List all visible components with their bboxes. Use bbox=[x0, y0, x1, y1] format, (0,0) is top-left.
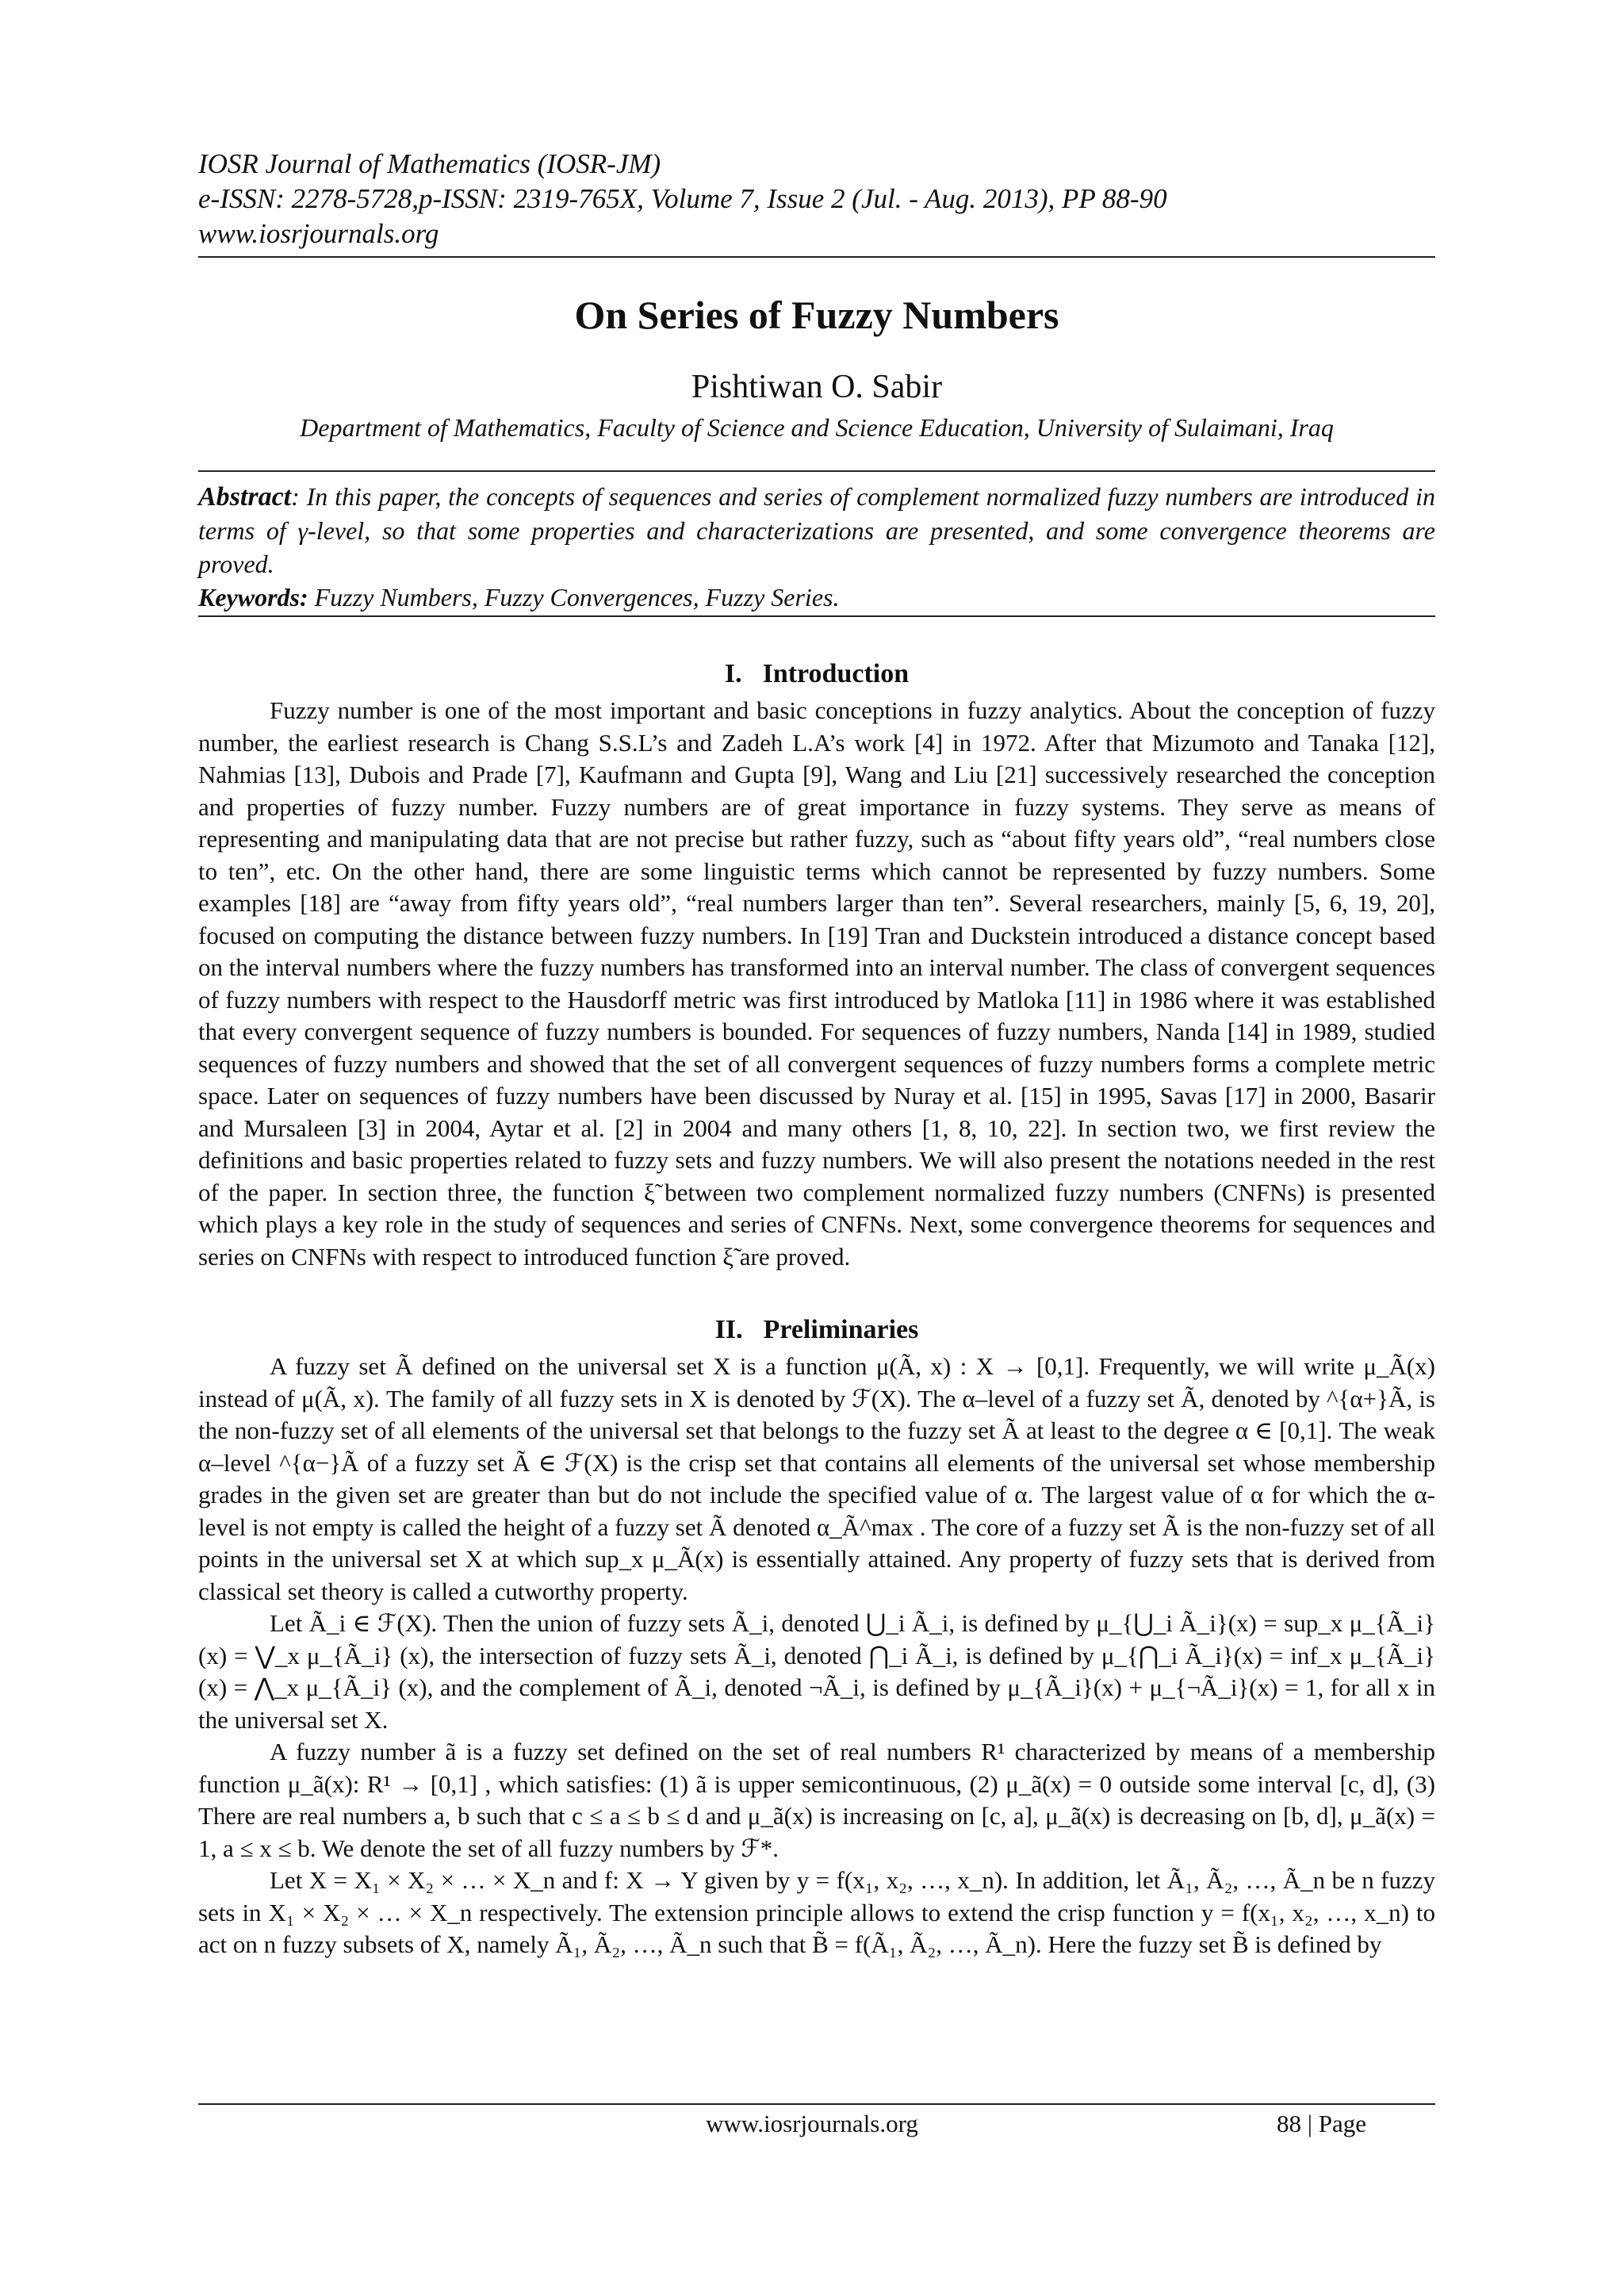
keywords-text: Fuzzy Numbers, Fuzzy Convergences, Fuzzy Series. bbox=[308, 583, 840, 611]
footer-rule bbox=[198, 2103, 1435, 2105]
section-title: Introduction bbox=[762, 659, 910, 688]
abstract-label: Abstract bbox=[198, 482, 292, 512]
prelim-paragraph-2: Let Ã_i ∈ ℱ(X). Then the union of fuzzy sets Ã_i, denoted ⋃_i Ã_i, is defined by μ_{⋃_i Ã_i}(x) = sup_x μ_{Ã_i} (x) = ⋁_x μ_{Ã_i} (x), the intersection of fuzzy sets Ã_i, denoted ⋂_i Ã_i, is defined by μ_{⋂_i Ã_i}(x) = inf_x μ_{Ã_i} (x) = ⋀_x μ_{Ã_i} (x), and the complement of Ã_i, denoted ¬Ã_i, is defined by μ_{Ã_i}(x) + μ_{¬Ã_i}(x) = 1, for all x in the universal set X. bbox=[198, 1609, 1435, 1734]
abstract-text: : In this paper, the concepts of sequences and series of complement normalized fuzzy numbers are introduced in terms of γ-level, so that some properties and characterizations are presented, and some convergence theorems are proved. bbox=[198, 482, 1435, 578]
paper-author: Pishtiwan O. Sabir bbox=[691, 369, 943, 405]
prelim-paragraph-3: A fuzzy number ã is a fuzzy set defined on the set of real numbers R¹ characterized by means of a membership function μ_ã(x): R¹ → [0,1] , which satisfies: (1) ã is upper semicontinuous, (2) μ_ã(x) = 0 outside some interval [c, d], (3) There are real numbers a, b such that c ≤ a ≤ b ≤ d and μ_ã(x) is increasing on [c, a], μ_ã(x) is decreasing on [b, d], μ_ã(x) = 1, a ≤ x ≤ b. We denote the set of all fuzzy numbers by ℱ*. bbox=[198, 1738, 1435, 1862]
page-number: 88 | Page bbox=[1277, 2110, 1366, 2137]
paper-title: On Series of Fuzzy Numbers bbox=[574, 293, 1059, 337]
prelim-paragraph-1: A fuzzy set Ã defined on the universal set X is a function μ(Ã, x) : X → [0,1]. Frequently, we will write μ_Ã(x) instead of μ(Ã, x). The family of all fuzzy sets in X is denoted by ℱ(X). The α–level of a fuzzy set Ã, denoted by ^{α+}Ã, is the non-fuzzy set of all elements of the universal set that belongs to the fuzzy set Ã at least to the degree α ∈ [0,1]. The weak α–level ^{α−}Ã of a fuzzy set Ã ∈ ℱ(X) is the crisp set that contains all elements of the universal set whose membership grades in the given set are greater than but do not include the specified value of α. The largest value of α for which the α-level is not empty is called the height of a fuzzy set Ã denoted α_Ã^max . The core of a fuzzy set Ã is the non-fuzzy set of all points in the universal set X at which sup_x μ_Ã(x) is essentially attained. Any property of fuzzy sets that is derived from classical set theory is called a cutworthy property. bbox=[198, 1352, 1435, 1605]
keywords-rule bbox=[198, 615, 1435, 617]
paper-page bbox=[198, 147, 1435, 1961]
header-rule bbox=[198, 256, 1435, 258]
footer-url: www.iosrjournals.org bbox=[706, 2110, 918, 2137]
author-affiliation: Department of Mathematics, Faculty of Science and Science Education, University of Sulaimani, Iraq bbox=[300, 413, 1334, 442]
keywords bbox=[198, 581, 1435, 614]
section-number: II. bbox=[714, 1315, 743, 1344]
journal-name: IOSR Journal of Mathematics (IOSR-JM) bbox=[198, 148, 661, 179]
section-heading-preliminaries bbox=[198, 1314, 1435, 1346]
section-heading-introduction bbox=[198, 658, 1435, 690]
section-number: I. bbox=[724, 659, 742, 688]
abstract bbox=[198, 480, 1435, 581]
section-title: Preliminaries bbox=[763, 1315, 919, 1344]
journal-issn: e-ISSN: 2278-5728,p-ISSN: 2319-765X, Volume 7, Issue 2 (Jul. - Aug. 2013), PP 88-90 bbox=[198, 183, 1167, 214]
prelim-paragraph-4: Let X = X₁ × X₂ × … × X_n and f: X → Y given by y = f(x₁, x₂, …, x_n). In addition, let Ã₁, Ã₂, …, Ã_n be n fuzzy sets in X₁ × X₂ × … × X_n respectively. The extension principle allows to extend the crisp function y = f(x₁, x₂, …, x_n) to act on n fuzzy subsets of X, namely Ã₁, Ã₂, …, Ã_n such that B̃ = f(Ã₁, Ã₂, …, Ã_n). Here the fuzzy set B̃ is defined by bbox=[198, 1866, 1435, 1958]
journal-url: www.iosrjournals.org bbox=[198, 218, 439, 249]
intro-paragraph: Fuzzy number is one of the most important and basic conceptions in fuzzy analytics. About the conception of fuzzy number, the earliest research is Chang S.S.L’s and Zadeh L.A’s work [4] in 1972. After that Mizumoto and Tanaka [12], Nahmias [13], Dubois and Prade [7], Kaufmann and Gupta [9], Wang and Liu [21] successively researched the conception and properties of fuzzy number. Fuzzy numbers are of great importance in fuzzy systems. They serve as means of representing and manipulating data that are not precise but rather fuzzy, such as “about fifty years old”, “real numbers close to ten”, etc. On the other hand, there are some linguistic terms which cannot be represented by fuzzy numbers. Some examples [18] are “away from fifty years old”, “real numbers larger than ten”. Several researchers, mainly [5, 6, 19, 20], focused on computing the distance between fuzzy numbers. In [19] Tran and Duckstein introduced a distance concept based on the interval numbers where the fuzzy numbers has transformed into an interval number. The class of convergent sequences of fuzzy numbers with respect to the Hausdorff metric was first introduced by Matloka [11] in 1986 where it was established that every convergent sequence of fuzzy numbers is bounded. For sequences of fuzzy numbers, Nanda [14] in 1989, studied sequences of fuzzy numbers and showed that the set of all convergent sequences of fuzzy numbers forms a complete metric space. Later on sequences of fuzzy numbers have been discussed by Nuray et al. [15] in 1995, Savas [17] in 2000, Basarir and Mursaleen [3] in 2004, Aytar et al. [2] in 2004 and many others [1, 8, 10, 22]. In section two, we first review the definitions and basic properties related to fuzzy sets and fuzzy numbers. We will also present the notations needed in the rest of the paper. In section three, the function ξ̃ between two complement normalized fuzzy numbers (CNFNs) is presented which plays a key role in the study of sequences and series of CNFNs. Next, some convergence theorems for sequences and series on CNFNs with respect to introduced function ξ̃ are proved. bbox=[198, 696, 1435, 1271]
abstract-top-rule bbox=[198, 470, 1435, 472]
keywords-label: Keywords: bbox=[198, 583, 308, 611]
